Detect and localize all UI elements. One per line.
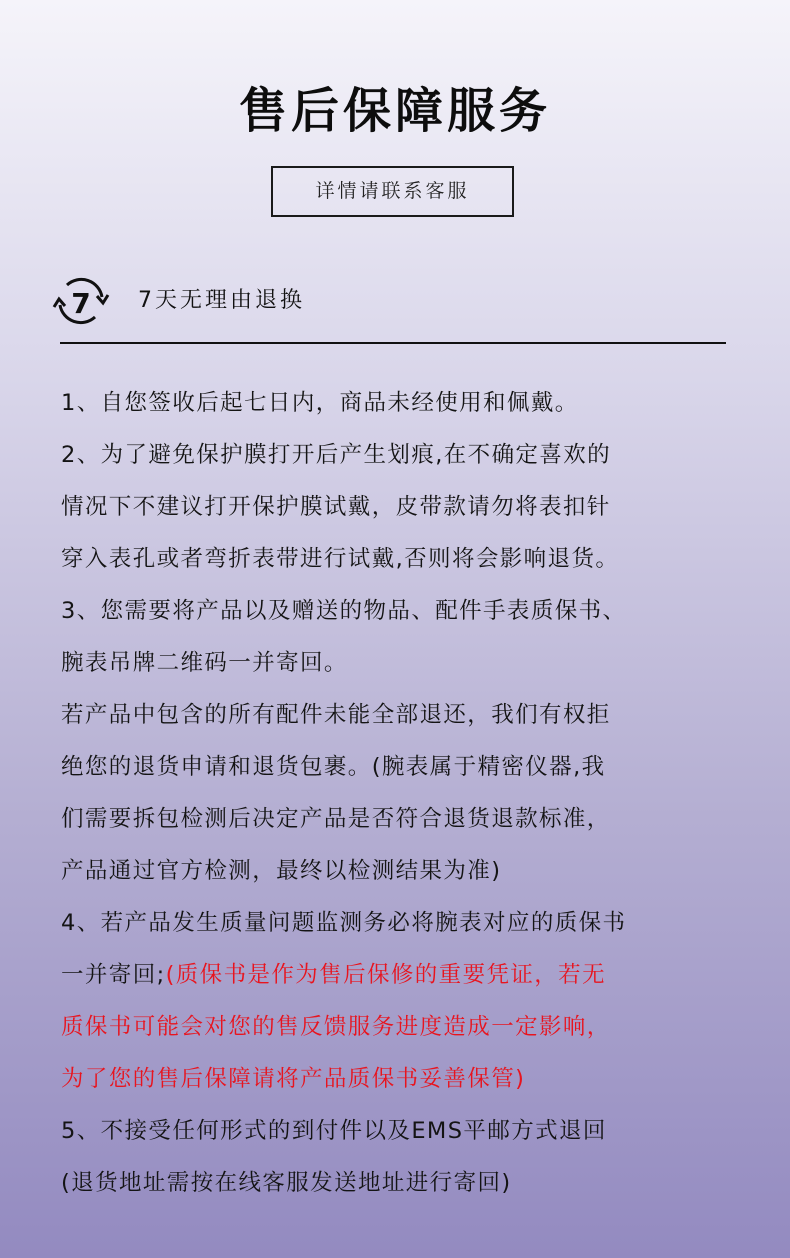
policy-line: 4、若产品发生质量问题监测务必将腕表对应的质保书 (61, 910, 627, 936)
highlight-warning-text: (质保书是作为售后保修的重要凭证，若无 (165, 962, 606, 988)
policy-line: 穿入表孔或者弯折表带进行试戴,否则将会影响退货。 (61, 546, 620, 572)
highlight-warning-text: 为了您的售后保障请将产品质保书妥善保管) (61, 1066, 526, 1092)
policy-text (61, 377, 741, 1209)
policy-line: 们需要拆包检测后决定产品是否符合退货退款标准， (61, 806, 611, 832)
highlight-warning-text: 质保书可能会对您的售反馈服务进度造成一定影响， (61, 1014, 611, 1040)
section-divider (60, 342, 726, 344)
policy-line: 腕表吊牌二维码一并寄回。 (61, 650, 348, 676)
policy-line: 情况下不建议打开保护膜试戴，皮带款请勿将表扣针 (61, 494, 611, 520)
policy-line: 3、您需要将产品以及赠送的物品、配件手表质保书、 (61, 598, 627, 624)
seven-day-return-icon (51, 276, 111, 326)
policy-line: 2、为了避免保护膜打开后产生划痕,在不确定喜欢的 (61, 442, 612, 468)
contact-service-box: 详情请联系客服 (271, 166, 514, 217)
policy-line: 若产品中包含的所有配件未能全部退还，我们有权拒 (61, 702, 611, 728)
policy-line: 5、不接受任何形式的到付件以及EMS平邮方式退回 (61, 1118, 607, 1144)
policy-line-part: 一并寄回; (61, 962, 166, 988)
policy-line: 产品通过官方检测，最终以检测结果为准) (61, 858, 502, 884)
policy-line: 1、自您签收后起七日内，商品未经使用和佩戴。 (61, 390, 579, 416)
page-title: 售后保障服务 (238, 83, 551, 139)
icon-digit: 7 (71, 287, 91, 320)
policy-line: (退货地址需按在线客服发送地址进行寄回) (61, 1170, 512, 1196)
policy-line-mixed (61, 949, 741, 1001)
section-heading: 7天无理由退换 (138, 288, 305, 313)
policy-line: 绝您的退货申请和退货包裹。(腕表属于精密仪器,我 (61, 754, 606, 780)
